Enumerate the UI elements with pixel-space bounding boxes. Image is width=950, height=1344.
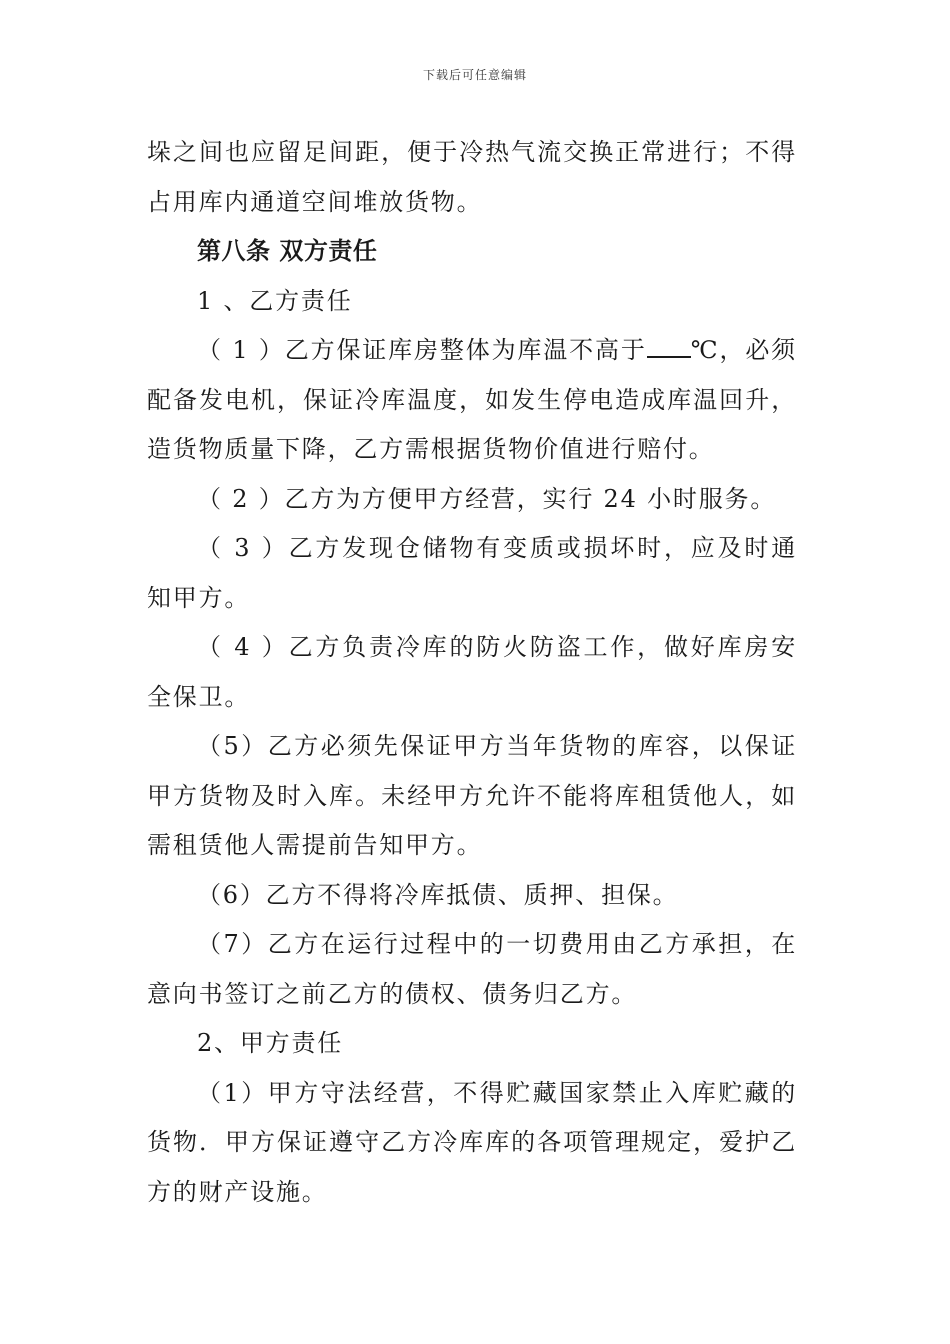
clause-1-6: （6）乙方不得将冷库抵债、质押、担保。 [197, 880, 679, 909]
clause-1-1 [147, 326, 797, 475]
clause-1-5: （5）乙方必须先保证甲方当年货物的库容，以保证甲方货物及时入库。未经甲方允许不能将库租赁他人，如需租赁他人需提前告知甲方。 [147, 732, 797, 859]
clause-1-2: （ 2 ）乙方为方便甲方经营，实行 24 小时服务。 [197, 484, 777, 513]
clause-1-4: （ 4 ）乙方负责冷库的防火防盗工作，做好库房安全保卫。 [147, 633, 797, 711]
clause-1-1-text-after: ℃，必须配备发电机，保证冷库温度，如发生停电造成库温回升，造货物质量下降，乙方需根据货物价值进行赔付。 [147, 336, 797, 463]
clause-1-1-text-before: （ 1 ）乙方保证库房整体为库温不高于 [197, 336, 647, 364]
paragraph-continuation: 垛之间也应留足间距，便于冷热气流交换正常进行；不得占用库内通道空间堆放货物。 [147, 138, 797, 216]
article-8-title: 第八条 双方责任 [197, 237, 378, 265]
page-header: 下载后可任意编辑 [422, 68, 527, 82]
section-1-title: 1 、乙方责任 [197, 286, 353, 315]
clause-1-3: （ 3 ）乙方发现仓储物有变质或损坏时，应及时通知甲方。 [147, 534, 797, 612]
clause-1-7: （7）乙方在运行过程中的一切费用由乙方承担，在意向书签订之前乙方的债权、债务归乙方。 [147, 930, 797, 1008]
clause-2-1: （1）甲方守法经营，不得贮藏国家禁止入库贮藏的货物．甲方保证遵守乙方冷库库的各项管理规定，爱护乙方的财产设施。 [147, 1078, 797, 1206]
section-2-title: 2、甲方责任 [197, 1029, 344, 1057]
temperature-blank [647, 334, 691, 358]
document-body [147, 128, 797, 1217]
